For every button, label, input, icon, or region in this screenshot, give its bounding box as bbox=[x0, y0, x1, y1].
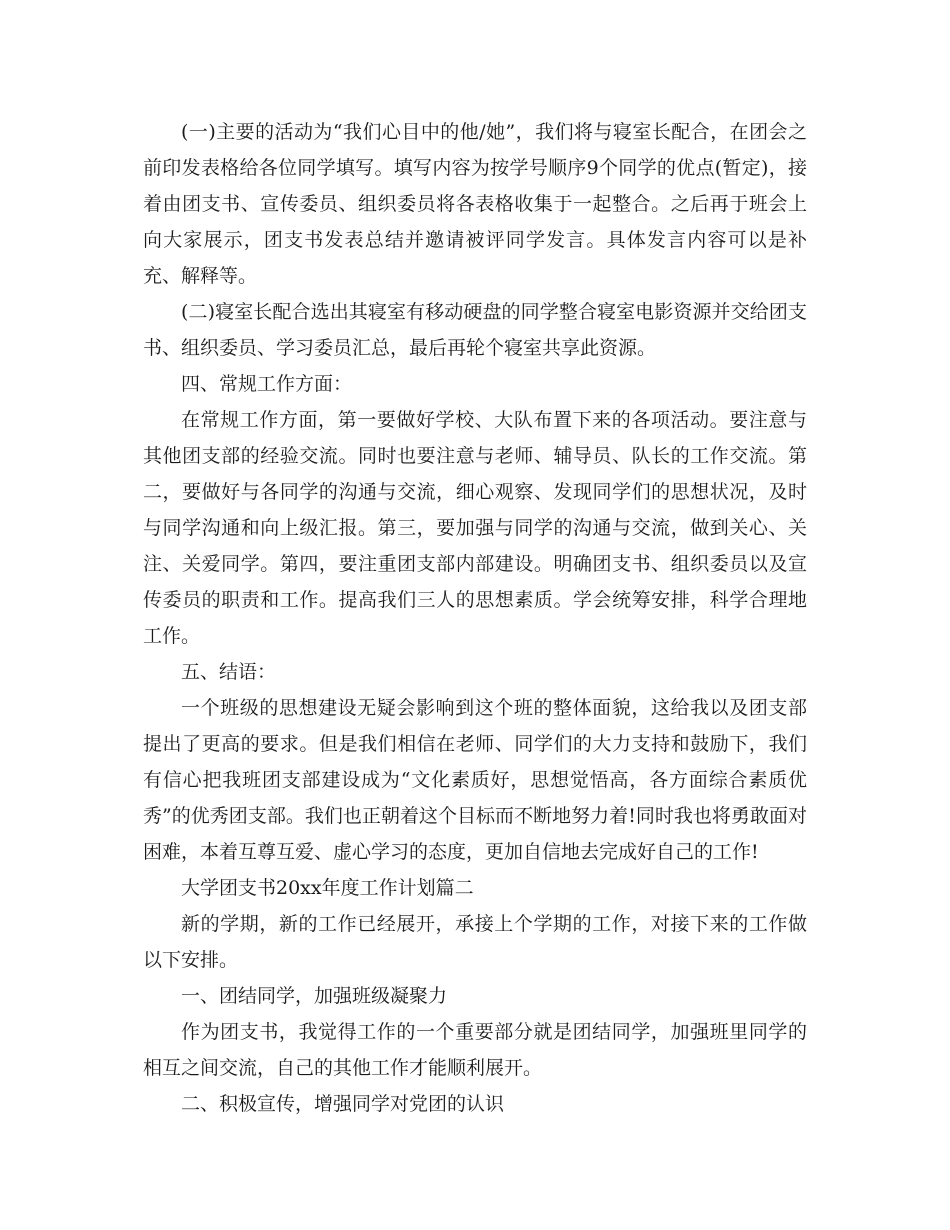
document-body bbox=[143, 114, 807, 1122]
paragraph-activity-one: (一)主要的活动为“我们心目中的他/她”，我们将与寝室长配合，在团会之前印发表格给各位同学填写。填写内容为按学号顺序9个同学的优点(暂定)，接着由团支书、宣传委员、组织委员将各表格收集于一起整合。之后再于班会上向大家展示，团支书发表总结并邀请被评同学发言。具体发言内容可以是补充、解释等。 bbox=[143, 121, 807, 287]
section-heading-routine-work: 四、常规工作方面： bbox=[181, 373, 353, 395]
paragraph-unity: 作为团支书，我觉得工作的一个重要部分就是团结同学，加强班里同学的相互之间交流，自己的其他工作才能顺利展开。 bbox=[143, 1021, 807, 1079]
paragraph-intro-part-two: 新的学期，新的工作已经展开，承接上个学期的工作，对接下来的工作做以下安排。 bbox=[143, 913, 807, 971]
article-title-part-two: 大学团支书20xx年度工作计划篇二 bbox=[181, 877, 474, 899]
section-heading-conclusion: 五、结语： bbox=[181, 661, 277, 683]
paragraph-conclusion: 一个班级的思想建设无疑会影响到这个班的整体面貌，这给我以及团支部提出了更高的要求。但是我们相信在老师、同学们的大力支持和鼓励下，我们有信心把我班团支部建设成为“文化素质好，思想觉悟高，各方面综合素质优秀”的优秀团支部。我们也正朝着这个目标而不断地努力着!同时我也将勇敢面对困难，本着互尊互爱、虚心学习的态度，更加自信地去完成好自己的工作! bbox=[143, 697, 807, 863]
paragraph-routine-work: 在常规工作方面，第一要做好学校、大队布置下来的各项活动。要注意与其他团支部的经验交流。同时也要注意与老师、辅导员、队长的工作交流。第二，要做好与各同学的沟通与交流，细心观察、发现同学们的思想状况，及时与同学沟通和向上级汇报。第三，要加强与同学的沟通与交流，做到关心、关注、关爱同学。第四，要注重团支部内部建设。明确团支书、组织委员以及宣传委员的职责和工作。提高我们三人的思想素质。学会统筹安排，科学合理地工作。 bbox=[143, 409, 807, 647]
section-heading-unity: 一、团结同学，加强班级凝聚力 bbox=[181, 985, 448, 1007]
paragraph-activity-two: (二)寝室长配合选出其寝室有移动硬盘的同学整合寝室电影资源并交给团支书、组织委员、学习委员汇总，最后再轮个寝室共享此资源。 bbox=[143, 301, 807, 359]
section-heading-publicity: 二、积极宣传，增强同学对党团的认识 bbox=[181, 1093, 505, 1115]
